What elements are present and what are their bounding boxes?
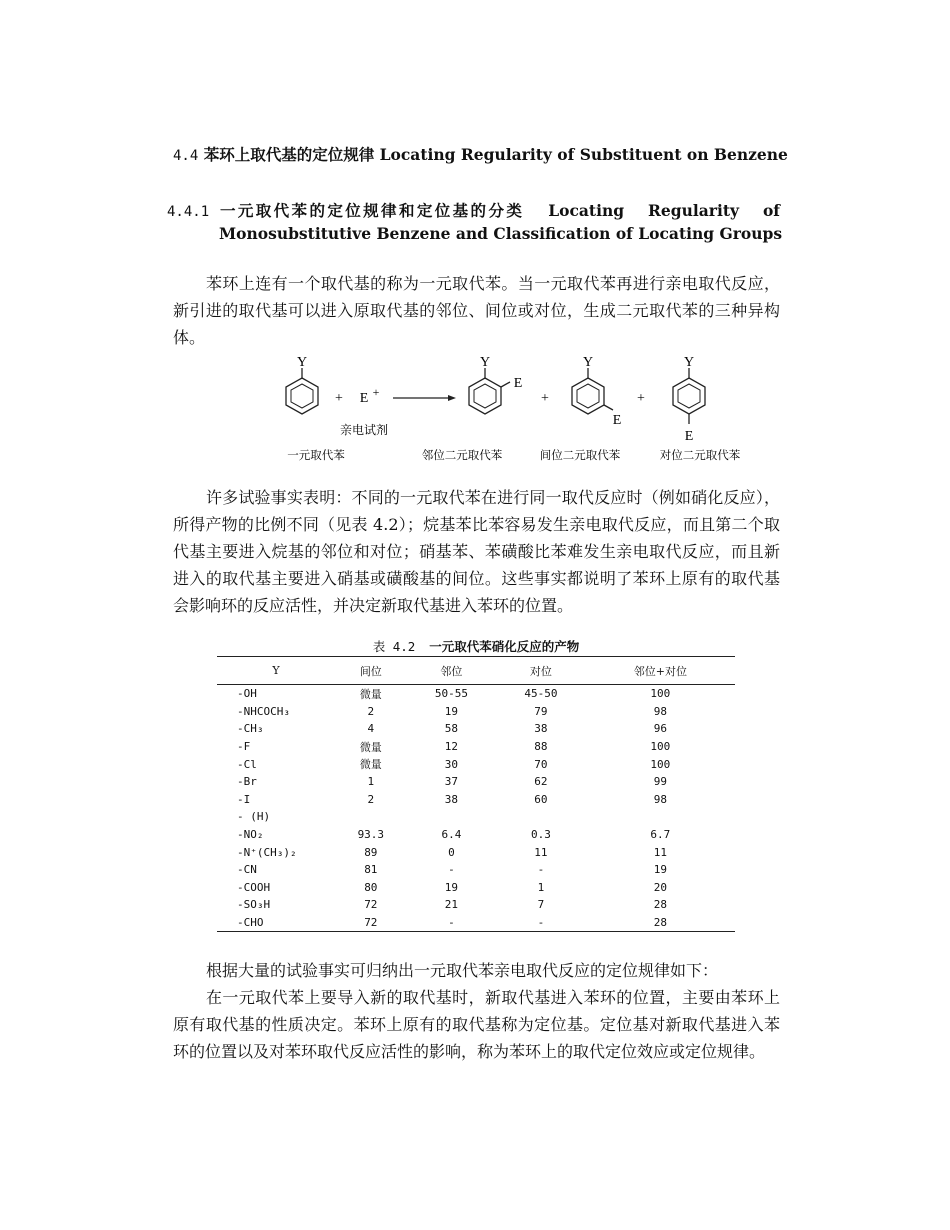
section-title-cn: 苯环上取代基的定位规律 [203, 145, 375, 164]
table-cell: 98 [653, 704, 667, 718]
header-meta: 间位 [335, 657, 407, 685]
table-cell: 88 [534, 740, 548, 754]
header-ortho: 邻位 [407, 657, 497, 685]
table-cell: 1 [537, 880, 545, 894]
table-cell: 89 [364, 845, 378, 859]
table-cell: 72 [335, 914, 407, 932]
paragraph-facts: 许多试验事实表明：不同的一元取代苯在进行同一取代反应时（例如硝化反应），所得产物的比例不同（见表 4.2）；烷基苯比苯容易发生亲电取代反应，而且第二个取代基主要进入烷基的邻位和对位；硝基苯、苯磺酸比苯难发生亲电取代反应，而且新进入的取代基主要进入硝基或磺酸基的间位。这些事实都说明了苯环上原有的取代基会影响环的反应活性，并决定新取代基进入苯环的位置。 [173, 488, 780, 615]
table-cell: 93.3 [357, 828, 385, 842]
benzene-mono-icon [286, 355, 318, 414]
table-row [217, 685, 735, 703]
table-row [217, 773, 735, 791]
section-number: 4.4 [173, 148, 199, 164]
table-cell: 62 [534, 775, 548, 789]
table-cell: - [407, 914, 497, 932]
table-cell: 79 [534, 704, 548, 718]
table-cell: 2 [367, 704, 375, 718]
table-cell: 4 [367, 722, 375, 736]
table-cell: 6.7 [650, 828, 671, 842]
table-cell [586, 808, 735, 826]
cell-substituent: -COOH [237, 880, 271, 894]
cell-substituent: -NO₂ [237, 828, 264, 842]
table-cell: - [496, 914, 586, 932]
e-label-para: E [684, 429, 694, 444]
benzene-ortho-icon [469, 355, 522, 414]
section-title-en: Locating Regularity of Substituent on Benzene [379, 145, 788, 164]
table-cell: 微量 [359, 758, 382, 772]
table-cell: 1 [367, 775, 375, 789]
table-header-row [217, 657, 735, 685]
table-number: 表 4.2 [372, 639, 416, 654]
label-ortho: 邻位二元取代苯 [421, 448, 503, 462]
cell-substituent: -I [237, 792, 251, 806]
subsection-title-cn: 一元取代苯的定位规律和定位基的分类 [219, 201, 525, 220]
electrophile-charge: + [372, 385, 380, 399]
subsection-title-en-word2: Regularity [648, 201, 740, 220]
y-label-1: Y [296, 355, 308, 370]
table-row [217, 755, 735, 773]
table-cell [407, 808, 497, 826]
table-cell: 19 [444, 704, 459, 718]
plus-3: + [637, 391, 645, 406]
e-label-ortho: E [513, 376, 523, 391]
table-row [217, 861, 735, 879]
table-cell: 12 [444, 740, 459, 754]
table-cell: 7 [537, 898, 545, 912]
label-mono: 一元取代苯 [287, 448, 345, 462]
cell-substituent: -Br [237, 775, 257, 789]
table-cell: 45-50 [524, 687, 558, 701]
table-row [217, 914, 735, 932]
subsection-title-en-word3: of [762, 201, 780, 220]
plus-2: + [541, 391, 549, 406]
cell-substituent: -SO₃H [237, 898, 271, 912]
table-caption-text: 一元取代苯硝化反应的产物 [429, 639, 580, 654]
subsection-title [167, 200, 783, 245]
cell-substituent: -CHO [217, 914, 335, 932]
subsection-title-en-word1: Locating [548, 201, 625, 220]
table-cell: 37 [444, 775, 459, 789]
table-cell: 20 [653, 880, 667, 894]
table-row [217, 808, 735, 826]
subsection-title-en-line2: Monosubstitutive Benzene and Classification of Locating Groups [219, 224, 783, 243]
reaction-arrow-icon [393, 395, 456, 401]
table-cell: 19 [444, 880, 459, 894]
table-cell: 21 [444, 898, 459, 912]
plus-1: + [335, 391, 343, 406]
table-cell: 微量 [359, 687, 382, 701]
table-row [217, 896, 735, 914]
table-cell: 11 [534, 845, 548, 859]
table-cell: 微量 [359, 740, 382, 754]
table-caption [217, 637, 735, 655]
table-cell: 11 [653, 845, 667, 859]
table-cell: 30 [444, 757, 459, 771]
section-title [173, 143, 793, 165]
y-label-2: Y [479, 355, 491, 370]
subsection-number: 4.4.1 [167, 204, 210, 220]
reagent-label: 亲电试剂 [339, 423, 389, 437]
table-cell: - [537, 863, 545, 877]
table-row [217, 738, 735, 756]
table-row [217, 879, 735, 897]
table-cell: 100 [650, 757, 671, 771]
y-label-4: Y [683, 355, 695, 370]
table-cell [496, 808, 586, 826]
table-cell: 28 [653, 898, 667, 912]
benzene-meta-icon [572, 355, 621, 428]
table-cell: 100 [650, 740, 671, 754]
table-cell: 96 [653, 722, 667, 736]
table-row [217, 843, 735, 861]
table-row [217, 791, 735, 809]
table-cell: 2 [367, 792, 375, 806]
cell-substituent: -CH₃ [237, 722, 264, 736]
label-meta: 间位二元取代苯 [539, 448, 621, 462]
cell-substituent: -Cl [237, 757, 257, 771]
table-cell: 60 [534, 792, 548, 806]
table-row [217, 703, 735, 721]
table-cell [335, 808, 407, 826]
header-ortho-para: 邻位+对位 [586, 657, 735, 685]
table-cell: 100 [650, 687, 671, 701]
cell-substituent: -F [237, 740, 251, 754]
table-cell: 58 [444, 722, 459, 736]
header-y: Y [217, 657, 335, 685]
table-cell: 81 [364, 863, 378, 877]
table-cell: 38 [534, 722, 548, 736]
paragraph-rule: 在一元取代苯上要导入新的取代基时，新取代基进入苯环的位置，主要由苯环上原有取代基的性质决定。苯环上原有的取代基称为定位基。定位基对新取代基进入苯环的位置以及对苯环取代反应活性的影响，称为苯环上的取代定位效应或定位规律。 [173, 988, 780, 1061]
cell-substituent: -N⁺(CH₃)₂ [237, 845, 297, 859]
label-para: 对位二元取代苯 [659, 448, 741, 462]
table-cell: 0.3 [530, 828, 551, 842]
table-cell: 6.4 [441, 828, 462, 842]
table-cell: 28 [586, 914, 735, 932]
cell-substituent: -CN [237, 863, 257, 877]
cell-substituent: - (H) [237, 810, 271, 824]
table-cell: 72 [364, 898, 378, 912]
table-row [217, 826, 735, 844]
paragraph-summary: 根据大量的试验事实可归纳出一元取代苯亲电取代反应的定位规律如下： [206, 961, 719, 980]
reaction-scheme [260, 352, 760, 467]
table-cell: 99 [653, 775, 667, 789]
paragraph-intro: 苯环上连有一个取代基的称为一元取代苯。当一元取代苯再进行亲电取代反应，新引进的取代基可以进入原取代基的邻位、间位或对位，生成二元取代苯的三种异构体。 [173, 274, 780, 347]
y-label-3: Y [582, 355, 594, 370]
benzene-para-icon [673, 355, 705, 444]
table-cell: 80 [364, 880, 378, 894]
table-cell: 38 [444, 792, 459, 806]
header-para: 对位 [496, 657, 586, 685]
table-cell: 50-55 [434, 687, 468, 701]
cell-substituent: -OH [237, 687, 257, 701]
cell-substituent: -NHCOCH₃ [237, 704, 290, 718]
e-label-meta: E [612, 413, 622, 428]
electrophile-e: E [359, 391, 369, 406]
table-cell: 19 [653, 863, 667, 877]
table-cell: 98 [653, 792, 667, 806]
table-cell: - [448, 863, 455, 877]
table-row [217, 720, 735, 738]
table-cell: 0 [448, 845, 455, 859]
nitration-products-table [217, 656, 735, 932]
table-cell: 70 [534, 757, 548, 771]
